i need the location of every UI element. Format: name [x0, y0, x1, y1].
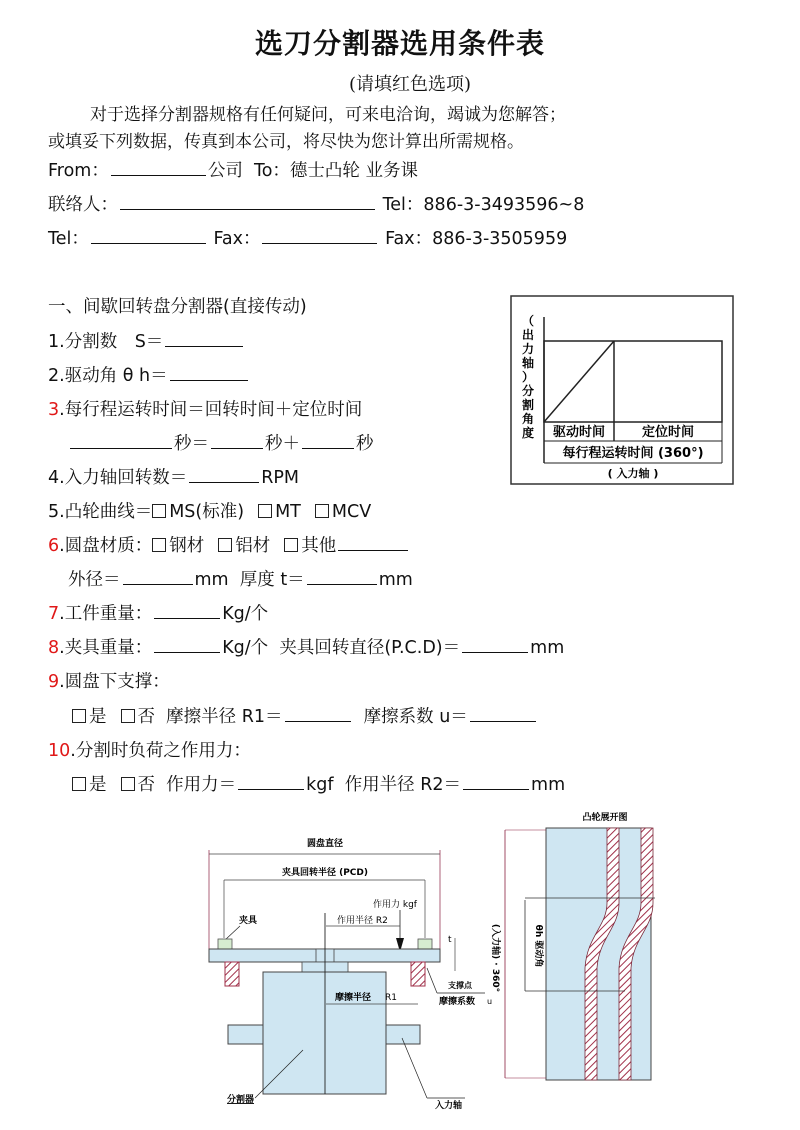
item-8 [48, 634, 564, 659]
sec-plus: 秒＋ [265, 434, 300, 454]
mechanical-diagram [195, 828, 495, 1128]
time-line [68, 430, 374, 455]
y-axis-label-char: 角 [521, 412, 535, 426]
tel-label: Tel： [48, 229, 89, 249]
r2-label: 作用半径 R2＝ [344, 775, 462, 795]
r1-label: 摩擦半径 R1＝ [166, 707, 283, 727]
y-axis-label-char: 分 [521, 384, 535, 398]
company-tel: Tel：886-3-3493596~8 [382, 195, 585, 215]
input-360-label: (入力轴) · 360° [490, 923, 500, 993]
item-4 [48, 464, 299, 489]
sec-unit: 秒 [356, 434, 374, 454]
checkbox-mt[interactable] [258, 504, 272, 518]
from-label: From： [48, 161, 109, 181]
y-axis-label-char: （ [521, 314, 535, 328]
item-5 [48, 498, 371, 523]
drive-angle-label: θh 驱动角 [533, 924, 543, 968]
friction-coef-label: 摩擦系数 [439, 997, 476, 1007]
from-line [48, 157, 418, 182]
item-label: .驱动角 θ h＝ [59, 366, 168, 386]
company-fax: Fax：886-3-3505959 [385, 229, 568, 249]
item-number: 3 [48, 400, 60, 420]
item-3 [48, 396, 362, 421]
item-number: 9 [48, 672, 60, 692]
checkbox-other[interactable] [284, 538, 298, 552]
item-number: 4 [48, 468, 60, 488]
friction-radius-label: 摩擦半径 [335, 993, 372, 1003]
fixture-right [418, 939, 432, 949]
y-axis-label-char: 力 [521, 342, 535, 356]
thickness-t-label: t [448, 935, 452, 945]
fixture-leader [225, 926, 240, 940]
force-label: 作用力 kgf [373, 900, 417, 910]
support-yes-label: 是 [89, 707, 107, 727]
load-yes-label: 是 [89, 775, 107, 795]
pcd-label: 夹具回转半径 (PCD) [281, 868, 369, 878]
force-field[interactable] [238, 773, 304, 790]
to-label: To：德士凸轮 业务课 [254, 161, 418, 181]
checkbox-support-no[interactable] [121, 709, 135, 723]
contact-person-label: 联络人： [48, 195, 118, 215]
support-point-label: 支撑点 [448, 981, 472, 990]
cycle-time-label: 每行程运转时间 (360°) [562, 446, 704, 461]
option-aluminum: 铝材 [235, 536, 271, 556]
tel-fax-line [48, 225, 567, 250]
item-label: .圆盘材质： [59, 536, 153, 556]
tel-field[interactable] [91, 227, 206, 244]
weight-unit: Kg/个 [222, 604, 269, 624]
item-label: .夹具重量： [59, 638, 153, 658]
item-label: .分割时负荷之作用力： [70, 741, 251, 761]
fixture-weight-field[interactable] [154, 636, 220, 653]
item-number: 7 [48, 604, 60, 624]
option-other: 其他 [301, 536, 337, 556]
option-mt: MT [275, 502, 301, 522]
item-6 [48, 532, 410, 557]
checkbox-load-yes[interactable] [72, 777, 86, 791]
item-10 [48, 737, 251, 762]
support-left [225, 962, 239, 986]
checkbox-support-yes[interactable] [72, 709, 86, 723]
item-number: 10 [48, 741, 71, 761]
item-label: .工件重量： [59, 604, 153, 624]
support-no-label: 否 [137, 707, 155, 727]
x-axis-label: ( 入力轴 ) [607, 467, 659, 480]
intro-line-2: 或填妥下列数据，传真到本公司，将尽快为您计算出所需规格。 [48, 132, 524, 152]
support-line [72, 703, 538, 728]
fixture-label: 夹具 [239, 916, 258, 926]
load-line [72, 771, 565, 796]
y-axis-label-char: 割 [521, 398, 535, 412]
r2-field[interactable] [463, 773, 529, 790]
input-rpm-field[interactable] [189, 466, 259, 483]
checkbox-ms[interactable] [152, 504, 166, 518]
item-number: 1 [48, 332, 60, 352]
cycle-time-field[interactable] [70, 432, 172, 449]
item-2 [48, 362, 250, 387]
disk-diameter-label: 圆盘直径 [306, 839, 344, 849]
company-suffix: 公司 [207, 161, 243, 181]
u-label: u [487, 997, 493, 1006]
disk-dims-line [68, 566, 413, 591]
y-axis-label-char: ） [521, 370, 535, 384]
y-axis-label-char: 出 [521, 328, 535, 342]
section-heading: 一、间歇回转盘分割器(直接传动) [48, 297, 307, 317]
mu-label: 摩擦系数 u＝ [363, 707, 468, 727]
r1-label: R1 [385, 993, 397, 1003]
dwell-time-label: 定位时间 [641, 425, 695, 440]
fax-field[interactable] [262, 227, 377, 244]
shaft-left [228, 1025, 263, 1044]
rpm-unit: RPM [261, 468, 300, 488]
item-9 [48, 668, 170, 693]
outer-unit: mm [194, 570, 229, 590]
timing-diagram [510, 295, 736, 487]
force-unit: kgf [306, 775, 334, 795]
drive-time-label: 驱动时间 [552, 425, 606, 440]
indexer-body [263, 972, 386, 1094]
contact-person-line [48, 191, 584, 216]
y-axis-label-char: 度 [521, 426, 535, 440]
cam-diagram [490, 808, 665, 1093]
outer-diameter-field[interactable] [123, 568, 193, 585]
item-number: 6 [48, 536, 60, 556]
thickness-unit: mm [378, 570, 413, 590]
page-subtitle: (请填红色选项) [348, 74, 472, 95]
r2-unit: mm [531, 775, 566, 795]
fax-label: Fax： [213, 229, 261, 249]
item-label: .入力轴回转数＝ [59, 468, 188, 488]
checkbox-mcv[interactable] [315, 504, 329, 518]
checkbox-aluminum[interactable] [218, 538, 232, 552]
thickness-field[interactable] [307, 568, 377, 585]
r1-field[interactable] [285, 705, 351, 722]
item-number: 2 [48, 366, 60, 386]
item-1 [48, 328, 245, 353]
checkbox-load-no[interactable] [121, 777, 135, 791]
option-steel: 钢材 [169, 536, 205, 556]
support-leader [427, 968, 437, 993]
outer-diameter-label: 外径＝ [68, 570, 121, 590]
y-axis-label-char: 轴 [521, 356, 535, 370]
division-count-field[interactable] [165, 330, 243, 347]
item-7 [48, 600, 268, 625]
intro-line-1: 对于选择分割器规格有任何疑问，可来电洽询，竭诚为您解答； [90, 105, 566, 125]
y-axis-label [522, 313, 534, 440]
input-shaft-label: 入力轴 [435, 1101, 463, 1111]
thickness-label: 厚度 t＝ [239, 570, 305, 590]
other-material-field[interactable] [338, 534, 408, 551]
drive-angle-field[interactable] [170, 364, 248, 381]
checkbox-steel[interactable] [152, 538, 166, 552]
pcd-unit: mm [530, 638, 565, 658]
item-label: .分割数 S＝ [59, 332, 164, 352]
from-company-field[interactable] [111, 159, 206, 176]
pcd-label: 夹具回转直径(P.C.D)＝ [279, 638, 461, 658]
contact-person-field[interactable] [120, 193, 375, 210]
item-label: .每行程运转时间＝回转时间＋定位时间 [59, 400, 363, 420]
option-mcv: MCV [331, 502, 372, 522]
page-title: 选刀分割器选用条件表 [254, 27, 545, 60]
workpiece-weight-field[interactable] [154, 602, 220, 619]
item-number: 5 [48, 502, 60, 522]
indexer-label: 分割器 [227, 1095, 255, 1105]
rotation-time-field[interactable] [211, 432, 263, 449]
item-label: .圆盘下支撑： [59, 672, 170, 692]
input-shaft-leader [402, 1038, 427, 1098]
force-radius-label: 作用半径 R2 [337, 916, 388, 926]
fixture-left [218, 939, 232, 949]
item-number: 8 [48, 638, 60, 658]
mu-field[interactable] [470, 705, 536, 722]
cam-title: 凸轮展开图 [582, 813, 628, 823]
sec-eq: 秒＝ [174, 434, 209, 454]
option-ms: MS(标准) [169, 502, 245, 522]
support-right [411, 962, 425, 986]
weight-unit: Kg/个 [222, 638, 269, 658]
load-no-label: 否 [137, 775, 155, 795]
item-label: .凸轮曲线＝ [59, 502, 153, 522]
dwell-time-field[interactable] [302, 432, 354, 449]
pcd-field[interactable] [462, 636, 528, 653]
force-label: 作用力＝ [166, 775, 237, 795]
